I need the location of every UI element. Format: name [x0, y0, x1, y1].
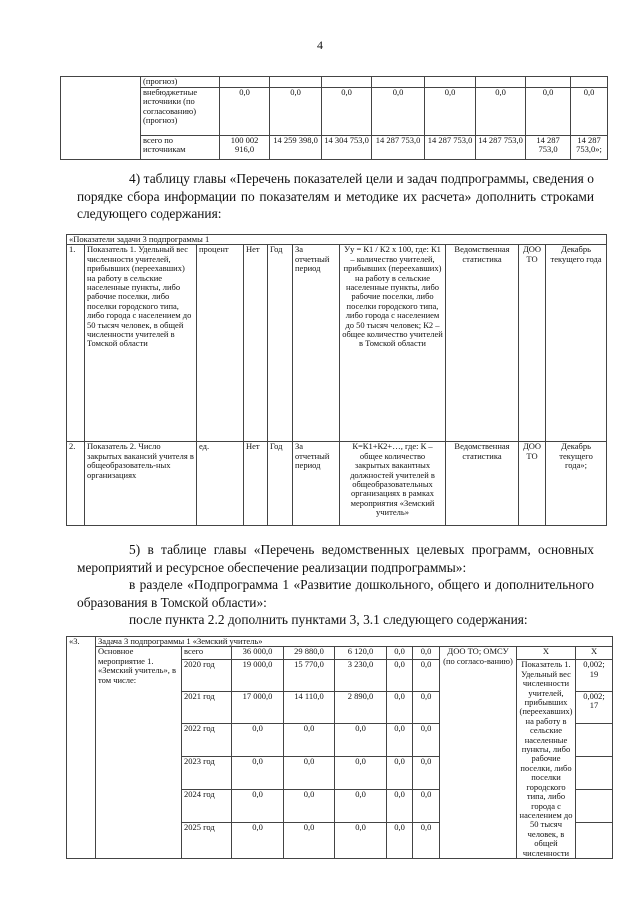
activities-table [66, 636, 613, 859]
indicator-flag: Нет [244, 442, 268, 526]
year-cell: 2021 год [182, 691, 232, 723]
value-cell: 0,0 [413, 823, 440, 859]
value-cell: 0,0 [232, 789, 284, 822]
value-cell: 17 000,0 [232, 691, 284, 723]
row-number: 1. [67, 245, 85, 442]
indicator-source: Ведомственная статистика [446, 442, 519, 526]
target-value [576, 756, 613, 789]
value-cell: 0,0 [387, 647, 413, 660]
row-number: «3. [67, 637, 96, 859]
empty-cell [61, 77, 141, 160]
value-cell: 0,0 [232, 724, 284, 756]
indicator-moment: За отчетный период [293, 442, 340, 526]
indicator-moment: За отчетный период [293, 245, 340, 442]
target-value [576, 724, 613, 756]
value-cell: 0,0 [284, 789, 335, 822]
value-cell: 15 770,0 [284, 660, 335, 691]
value-cell: 0,0 [335, 756, 387, 789]
value-cell: 0,0 [232, 756, 284, 789]
indicator-date: Декабрь текущего года»; [546, 442, 607, 526]
paragraph-4: 4) таблицу главы «Перечень показателей цели и задач подпрограммы, сведения о порядке сбора информации по показателям и методике их расчета» дополнить строками следующего содержания: [77, 171, 594, 221]
value-cell: 0,0 [413, 647, 440, 660]
total-value: 14 287 753,0 [372, 136, 425, 160]
value-cell: 0,0 [413, 660, 440, 691]
value-cell: 0,0 [284, 823, 335, 859]
value-cell: 14 110,0 [284, 691, 335, 723]
value-cell: 0,0 [425, 88, 476, 136]
indicator-source: Ведомственная статистика [446, 245, 519, 442]
paragraph-5-intro: 5) в таблице главы «Перечень ведомственных целевых программ, основных мероприятий и ресурсное обеспечение реализации подпрограммы»: [77, 542, 594, 575]
value-cell: 0,0 [335, 823, 387, 859]
year-cell: 2024 год [182, 789, 232, 822]
indicator-unit: ед. [197, 442, 244, 526]
total-value: 100 002 916,0 [220, 136, 270, 160]
value-cell: 0,0 [526, 88, 571, 136]
row-number: 2. [67, 442, 85, 526]
indicator-date: Декабрь текущего года [546, 245, 607, 442]
year-cell: всего [182, 647, 232, 660]
value-cell: 0,0 [372, 88, 425, 136]
paragraph-5-section: в разделе «Подпрограмма 1 «Развитие дошкольного, общего и дополнительного образования в Томской области»: [77, 577, 594, 610]
indicator-responsible: ДОО ТО [519, 442, 546, 526]
year-cell: 2022 год [182, 724, 232, 756]
indicator-text: Показатель 1. Удельный вес численности учителей, прибывших (переехавших) на работу в сельские населенные пункты, либо рабочие поселки, либо поселки городского типа, либо города с населением до 50 тысяч человек, в общей численности [517, 660, 576, 859]
task-title: Задача 3 подпрограммы 1 «Земский учитель» [96, 637, 613, 647]
value-cell: 19 000,0 [232, 660, 284, 691]
year-cell: 2020 год [182, 660, 232, 691]
paragraph-5-insert: после пункта 2.2 дополнить пунктами 3, 3.1 следующего содержания: [129, 612, 528, 627]
year-cell: 2023 год [182, 756, 232, 789]
indicators-header: «Показатели задачи 3 подпрограммы 1 [67, 235, 607, 245]
indicator-formula: К=К1+К2+…, где: К – общее количество закрытых вакантных должностей учителей в общеобразовательных организациях в рамках мероприятия «Земский учитель» [340, 442, 446, 526]
target-value [576, 789, 613, 822]
total-value: 14 259 398,0 [270, 136, 322, 160]
value-cell: 29 880,0 [284, 647, 335, 660]
indicator-name: Показатель 1. Удельный вес численности учителей, прибывших (переехавших) на работу в сельские населенные пункты, либо рабочие поселки, либо поселки городского типа, либо города с населением до 50 тысяч человек, в общей численности учителей в Томской области [85, 245, 197, 442]
value-cell: 2 890,0 [335, 691, 387, 723]
indicator-period: Год [268, 245, 293, 442]
total-value: 14 287 753,0 [425, 136, 476, 160]
value-cell: 0,0 [413, 724, 440, 756]
indicator-unit: процент [197, 245, 244, 442]
total-value: 14 287 753,0 [476, 136, 526, 160]
indicator-formula: Уу = К1 / К2 x 100, где: К1 – количество учителей, прибывших (переехавших) на работу в сельские населенные пункты, либо рабочие поселки, либо поселки городского типа, либо города с населением до 50 тысяч человек; К2 – общее количество учителей в Томской области [340, 245, 446, 442]
executor: ДОО ТО; ОМСУ (по согласо-ванию) [440, 647, 517, 859]
value-cell: 0,0 [270, 88, 322, 136]
value-cell: 0,0 [413, 691, 440, 723]
target-value: 0,002; 19 [576, 660, 613, 691]
indicator-period: Год [268, 442, 293, 526]
total-value: 14 287 753,0 [526, 136, 571, 160]
value-cell: 3 230,0 [335, 660, 387, 691]
value-cell: 0,0 [413, 756, 440, 789]
value-cell: 36 000,0 [232, 647, 284, 660]
value-cell: 0,0 [387, 756, 413, 789]
value-cell: 0,0 [335, 789, 387, 822]
funding-table-continuation [60, 76, 608, 160]
value-cell: 0,0 [413, 789, 440, 822]
target-value: 0,002; 17 [576, 691, 613, 723]
indicator-x: Х [517, 647, 576, 660]
value-cell: 0,0 [284, 756, 335, 789]
prognoz-label: (прогноз) [141, 77, 220, 88]
total-value: 14 304 753,0 [322, 136, 372, 160]
indicator-name: Показатель 2. Число закрытых вакансий учителя в общеобразователь-ных организациях [85, 442, 197, 526]
value-cell: 0,0 [387, 823, 413, 859]
value-cell: 6 120,0 [335, 647, 387, 660]
value-cell: 0,0 [387, 789, 413, 822]
extrabudget-label: внебюджетные источники (по согласованию) (прогноз) [141, 88, 220, 136]
total-label: всего по источникам [141, 136, 220, 160]
value-cell: 0,0 [387, 660, 413, 691]
value-cell: 0,0 [232, 823, 284, 859]
target-x: Х [576, 647, 613, 660]
value-cell: 0,0 [220, 88, 270, 136]
year-cell: 2025 год [182, 823, 232, 859]
value-cell: 0,0 [387, 691, 413, 723]
indicators-table [66, 234, 607, 526]
value-cell: 0,0 [387, 724, 413, 756]
value-cell: 0,0 [322, 88, 372, 136]
value-cell: 0,0 [476, 88, 526, 136]
value-cell: 0,0 [284, 724, 335, 756]
value-cell: 0,0 [571, 88, 608, 136]
total-value: 14 287 753,0»; [571, 136, 608, 160]
indicator-responsible: ДОО ТО [519, 245, 546, 442]
indicator-flag: Нет [244, 245, 268, 442]
value-cell: 0,0 [335, 724, 387, 756]
page-number: 4 [317, 38, 323, 52]
target-value [576, 823, 613, 859]
activity-name: Основное мероприятие 1. «Земский учитель», в том числе: [96, 647, 182, 859]
